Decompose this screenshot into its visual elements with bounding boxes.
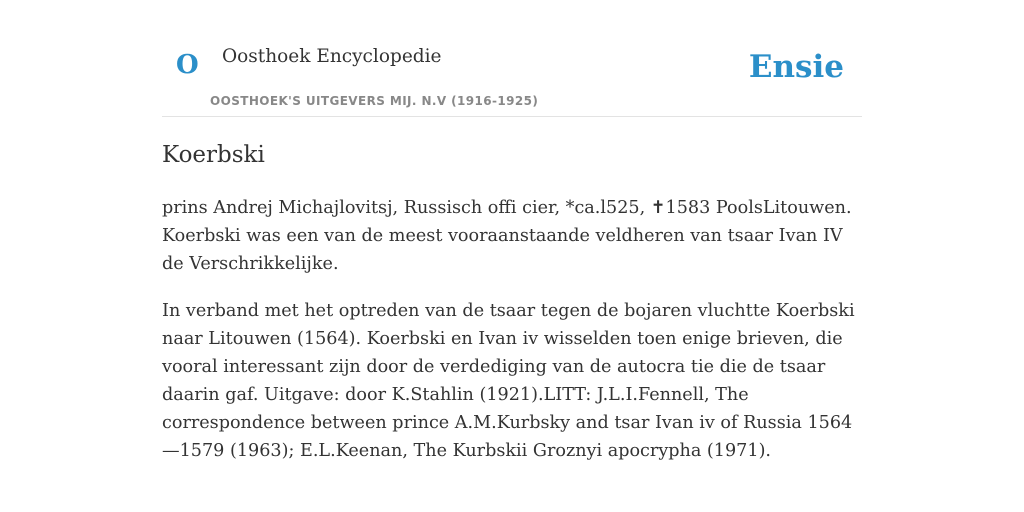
source-title[interactable]: Oosthoek Encyclopedie — [222, 46, 442, 67]
ensie-brand-link[interactable]: Ensie — [748, 49, 844, 85]
entry-title: Koerbski — [162, 142, 265, 168]
source-header — [162, 0, 862, 117]
entry-paragraph: In verband met het optreden van de tsaar tegen de bojaren vluchtte Koerbski naar Litouwen (1564). Koerbski en Ivan iv wisselden toen enige brieven, die vooral interessant zijn door de verdediging van de autocra tie die de tsaar daarin gaf. Uitgave: door K.Stahlin (1921).LITT: J.L.I.Fennell, The correspondence between prince A.M.Kurbsky and tsar Ivan iv of Russia 1564—1579 (1963); E.L.Keenan, The Kurbskii Groznyi apocrypha (1971). — [162, 301, 855, 461]
entry-paragraph: prins Andrej Michajlovitsj, Russisch offi cier, *ca.l525, ✝1583 PoolsLitouwen. Koerbski was een van de meest vooraanstaande veldheren van tsaar Ivan IV de Verschrikkelijke. — [162, 198, 852, 274]
source-subtitle: OOSTHOEK'S UITGEVERS MIJ. N.V (1916-1925) — [210, 94, 539, 108]
entry-content — [162, 140, 862, 484]
source-logo-icon[interactable]: O — [176, 50, 199, 80]
